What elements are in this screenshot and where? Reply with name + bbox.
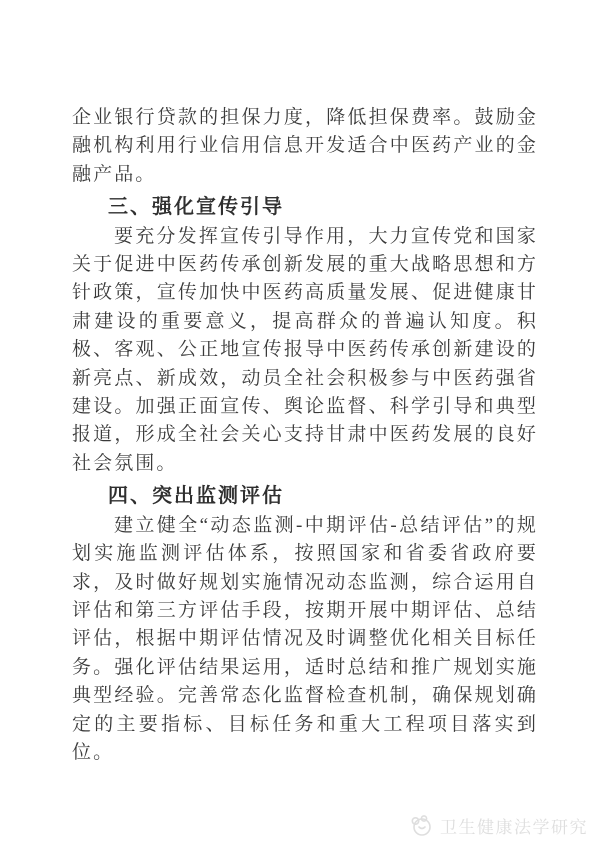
panda-logo-icon <box>408 812 435 839</box>
watermark-text: 卫生健康法学研究 <box>440 818 588 837</box>
paragraph-continuation: 企业银行贷款的担保力度，降低担保费率。鼓励金融机构利用行业信用信息开发适合中医药产业的金融产品。 <box>72 107 538 185</box>
section-4-paragraph: 建立健全“动态监测-中期评估-总结评估”的规划实施监测评估体系，按照国家和省委省政府要求，及时做好规划实施情况动态监测，综合运用自评估和第三方评估手段，按期开展中期评估、总结评估，根据中期评估情况及时调整优化相关目标任务。强化评估结果运用，适时总结和推广规划实施典型经验。完善常态化监督检查机制，确保规划确定的主要指标、目标任务和重大工程项目落实到位。 <box>72 514 538 763</box>
watermark <box>408 812 588 839</box>
document-content <box>72 104 538 767</box>
section-heading-4: 四、突出监测评估 <box>108 485 284 508</box>
section-3-paragraph: 要充分发挥宣传引导作用，大力宣传党和国家关于促进中医药传承创新发展的重大战略思想和方针政策，宣传加快中医药高质量发展、促进健康甘肃建设的重要意义，提高群众的普遍认知度。积极、客观、公正地宣传报导中医药传承创新建设的新亮点、新成效，动员全社会积极参与中医药强省建设。加强正面宣传、舆论监督、科学引导和典型报道，形成全社会关心支持甘肃中医药发展的良好社会氛围。 <box>72 225 538 474</box>
section-heading-3: 三、强化宣传引导 <box>108 196 284 219</box>
